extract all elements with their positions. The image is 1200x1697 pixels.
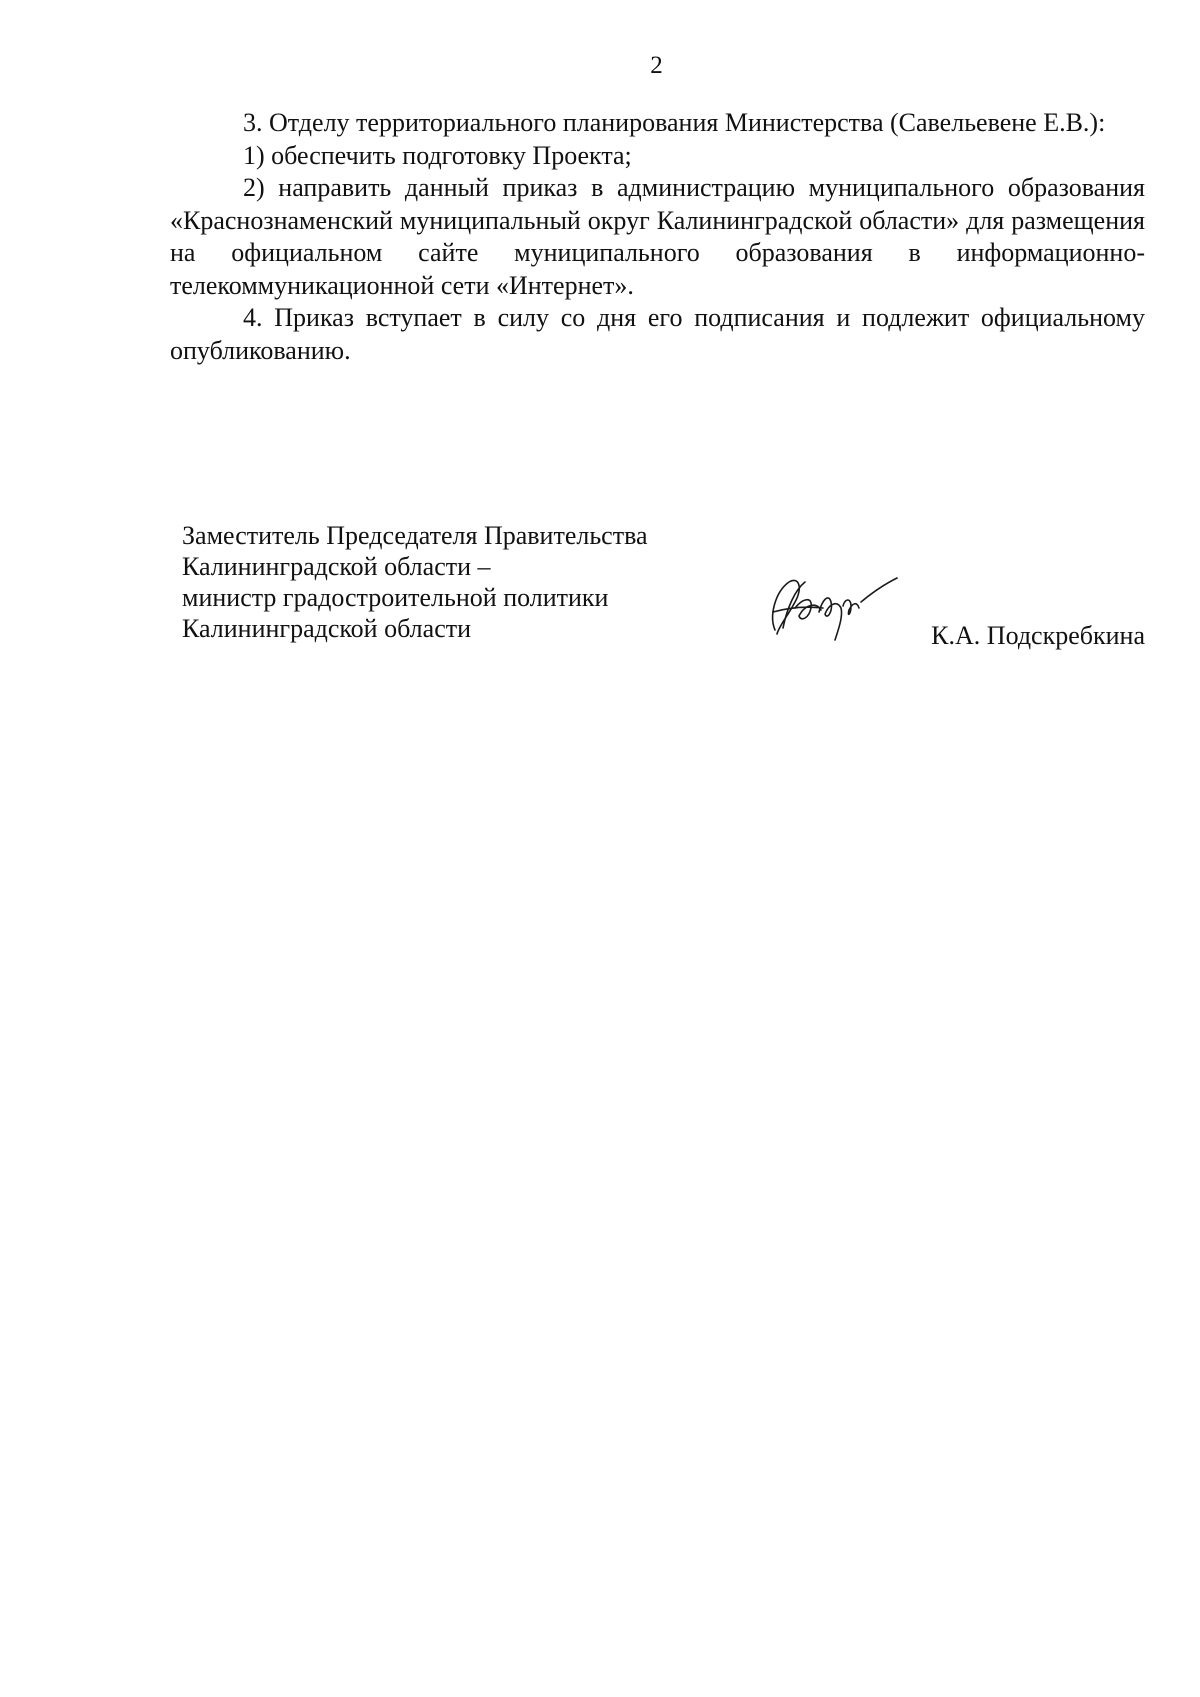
document-body xyxy=(170,107,1145,367)
signatory-position-line: Калининградской области – xyxy=(182,552,491,581)
signatory-position-line: Заместитель Председателя Правительства xyxy=(182,521,648,550)
handwritten-signature xyxy=(765,568,900,648)
paragraph-subitem-1: 1) обеспечить подготовку Проекта; xyxy=(243,140,632,170)
signatory-position xyxy=(182,520,648,644)
signatory-position-line: Калининградской области xyxy=(182,614,472,643)
paragraph-subitem-2: 2) направить данный приказ в администрацию муниципального образования «Краснознаменский муниципальный округ Калининградской области» для размещения на официальном сайте муниципального образования в информационно-телекоммуникационной сети «Интернет». xyxy=(170,173,1145,300)
signatory-name: К.А. Подскребкина xyxy=(931,621,1145,650)
paragraph-item-4: 4. Приказ вступает в силу со дня его подписания и подлежит официальному опубликованию. xyxy=(170,303,1145,365)
page-number: 2 xyxy=(650,52,663,79)
signatory-position-line: министр градостроительной политики xyxy=(182,583,609,612)
paragraph-item-3: 3. Отделу территориального планирования Министерства (Савельевене Е.В.): xyxy=(243,108,1106,137)
